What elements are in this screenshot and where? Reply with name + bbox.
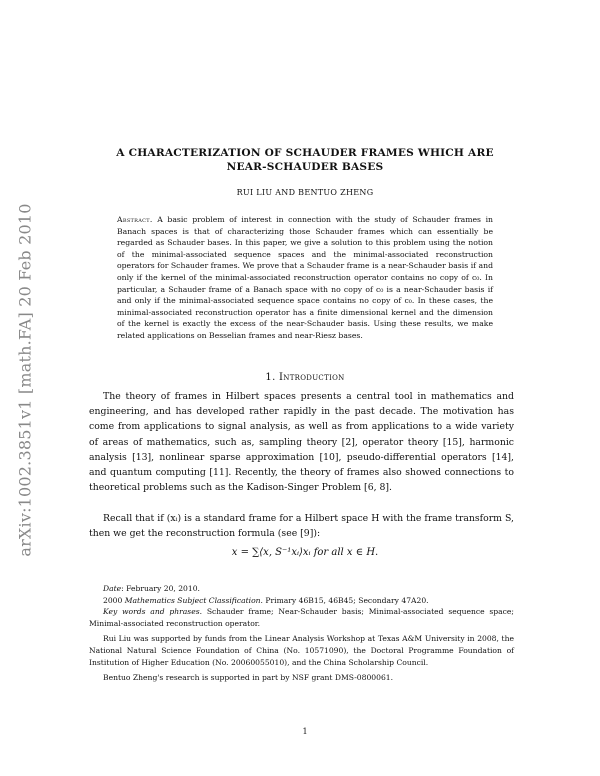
intro-paragraph-2: Recall that if (xᵢ) is a standard frame for a Hilbert space H with the frame transform S, then we get the reconstruction formula (see [9]): xyxy=(89,513,514,540)
footnote-support-liu: Rui Liu was supported by funds from the Linear Analysis Workshop at Texas A&M University in 2008, the National Natural Science Foundation of China (No. 10571090), the Doctoral Programme Foundation of Institution of Higher Education (No. 20060055010), and the China Scholarship Council. xyxy=(89,634,514,667)
footnote-support-zheng: Bentuo Zheng's research is supported in part by NSF grant DMS-0800061. xyxy=(103,673,394,683)
footnote-date: Date: February 20, 2010. xyxy=(103,584,200,593)
title-line-2: NEAR-SCHAUDER BASES xyxy=(226,161,384,173)
footnote-keywords: Key words and phrases. Schauder frame; Near-Schauder basis; Minimal-associated sequence space; Minimal-associated reconstruction operator. xyxy=(89,607,514,628)
arxiv-sidebar-stamp xyxy=(8,180,42,580)
intro-paragraph-1: The theory of frames in Hilbert spaces presents a central tool in mathematics and engineering, and has developed rather rapidly in the past decade. The motivation has come from applications to signal analysis, as well as from applications to a wide variety of areas of mathematics, such as, sampling theory [2], operator theory [15], harmonic analysis [13], nonlinear sparse approximation [10], pseudo-differential operators [14], and quantum computing [11]. Recently, the theory of frames also showed connections to theoretical problems such as the Kadison-Singer Problem [6, 8]. xyxy=(89,391,514,494)
footnote-msc: 2000 Mathematics Subject Classification. Primary 46B15, 46B45; Secondary 47A20. xyxy=(103,595,429,605)
abstract-text: A basic problem of interest in connection with the study of Schauder frames in Banach spaces is that of characterizing those Schauder frames which can essentially be regarded as Schauder bases. In this paper, we give a solution to this problem using the notion of the minimal-associated sequence spaces and the minimal-associated reconstruction operators for Schauder frames. We prove that a Schauder frame is a near-Schauder basis if and only if the kernel of the minimal-associated reconstruction operator contains no copy of c₀. In particular, a Schauder frame of a Banach space with no copy of c₀ is a near-Schauder basis if and only if the minimal-associated sequence space contains no copy of c₀. In these cases, the minimal-associated reconstruction operator has a finite dimensional kernel and the dimension of the kernel is exactly the excess of the near-Schauder basis. Using these results, we make related applications on Besselian frames and near-Riesz bases. xyxy=(117,215,493,340)
section-title-introduction: 1. Introduction xyxy=(265,372,345,383)
title-line-1: A CHARACTERIZATION OF SCHAUDER FRAMES WHICH ARE xyxy=(116,147,494,159)
abstract xyxy=(117,214,493,342)
reconstruction-formula: x = ∑⟨x, S⁻¹xᵢ⟩xᵢ for all x ∈ H. xyxy=(231,547,379,558)
paper-title xyxy=(80,146,530,174)
authors: RUI LIU AND BENTUO ZHENG xyxy=(236,188,374,197)
page-number: 1 xyxy=(302,727,308,736)
arxiv-identifier: arXiv:1002.3851v1 [math.FA] 20 Feb 2010 xyxy=(15,203,35,557)
footnotes xyxy=(89,583,514,684)
abstract-label: Abstract. xyxy=(117,215,153,224)
